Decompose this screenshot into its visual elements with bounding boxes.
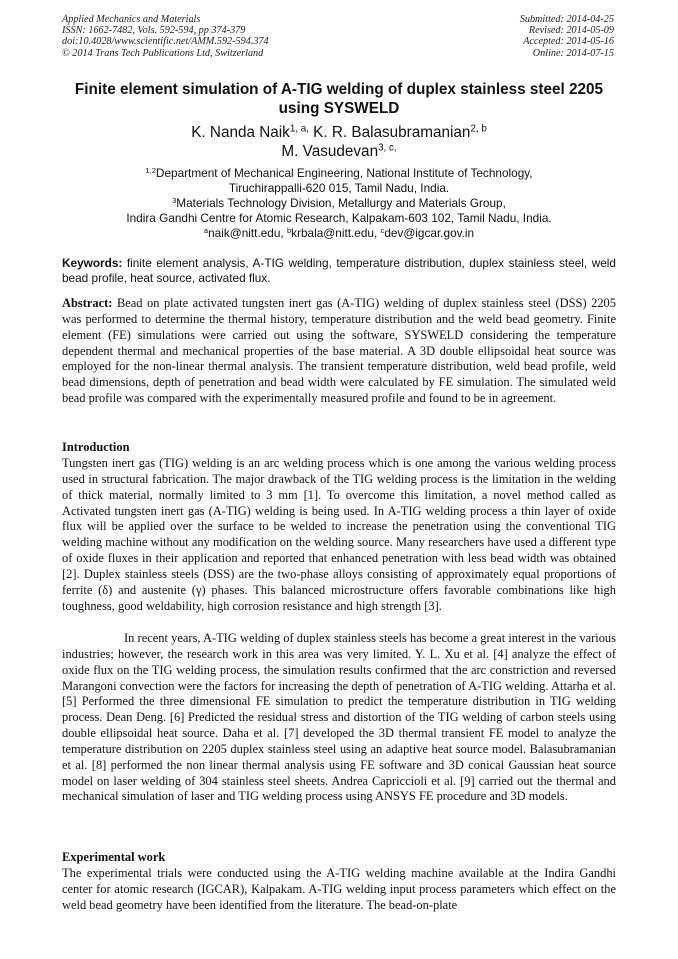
- author-affiliation-mark: 1, a,: [289, 123, 309, 135]
- author-name: K. R. Balasubramanian: [308, 124, 471, 141]
- affiliation-mark: 3: [172, 195, 177, 205]
- affiliation-line: $^{1,2}$Department of Mechanical Engineering, National Institute of Technology,: [145, 165, 533, 180]
- author-name: K. Nanda Naik: [191, 124, 290, 141]
- author-affiliation-mark: 2, b: [470, 123, 487, 135]
- email-link[interactable]: naik@nitt.edu,: [208, 225, 287, 240]
- publication-dates: [520, 14, 614, 59]
- author-line-1: [62, 123, 616, 142]
- author-name: M. Vasudevan: [281, 143, 379, 160]
- affiliation-line: Tiruchirappalli-620 015, Tamil Nadu, India.: [228, 180, 450, 195]
- affiliations: [62, 166, 616, 241]
- author-list: [62, 123, 616, 161]
- author-line-2: [62, 142, 616, 161]
- online-date: Online: 2014-07-15: [532, 47, 614, 59]
- doi-line: doi:10.4028/www.scientific.net/AMM.592-594.374: [62, 36, 269, 48]
- keywords-label: Keywords:: [62, 256, 123, 270]
- author-affiliation-mark: 3, c,: [378, 142, 397, 154]
- affiliation-mark: 1,2: [145, 165, 156, 175]
- issn-line: ISSN: 1662-7482, Vols. 592-594, pp 374-379: [62, 25, 246, 37]
- submitted-date: Submitted: 2014-04-25: [519, 14, 614, 25]
- paragraph: Tungsten inert gas (TIG) welding is an arc welding process which is one among the various welding process used in structural fabrication. The major drawback of the TIG welding process is the limitation in the welding of thick material, normally limited to 3 mm [1]. To overcome this limitation, a novel method called as Activated tungsten inert gas (A-TIG) welding is being used. In A-TIG welding process a thin layer of oxide flux will be applied over the surface to be welded to increase the penetration using the conventional TIG welding machine without any modification on the welding source. Many researchers have used a different type of oxide fluxes in their application and reported that enhanced penetration with less bead width was obtained [2]. Duplex stainless steels (DSS) are the two-phase alloys consisting of approximately equal proportions of ferrite (δ) and austenite (γ) phases. This balanced microstructure offers favorable combinations like high toughness, good weldability, high corrosion resistance and high strength [3].: [62, 456, 616, 613]
- journal-info: [62, 14, 269, 59]
- paragraph: In recent years, A-TIG welding of duplex stainless steels has become a great interest in the various industries; however, the research work in this area was very limited. Y. L. Xu et al. [4] analyze the effect of oxide flux on the TIG welding process, the simulation results confirmed that the arc constriction and reversed Marangoni convection were the factors for increasing the depth of penetration of A-TIG welding. Attarha et al. [5] Performed the three dimensional FE simulation to predict the temperature distribution in TIG welding process. Dean Deng. [6] Predicted the residual stress and distortion of the TIG welding of carbon steels using double ellipsoidal heat source. Daha et al. [7] developed the 3D thermal transient FE model to analyze the temperature distribution on 2205 duplex stainless steel using an adaptive heat source model. Balasubramanian et al. [8] performed the non linear thermal analysis using FE software and 3D conical Gaussian heat source model on laser welding of 304 stainless steel sheets. Andrea Capriccioli et al. [9] carried out the thermal and mechanical simulation of laser and TIG welding process using ANSYS FE procedure and 3D models.: [62, 631, 616, 804]
- abstract: [62, 296, 616, 407]
- copyright-line: © 2014 Trans Tech Publications Ltd, Switzerland: [62, 47, 264, 59]
- revised-date: Revised: 2014-05-09: [528, 25, 614, 37]
- paragraph: The experimental trials were conducted using the A-TIG welding machine available at the Indira Gandhi center for atomic research (IGCAR), Kalpakam. A-TIG welding input process parameters which effect on the weld bead geometry have been identified from the literature. The bead-on-plate: [62, 866, 616, 912]
- email-link[interactable]: dev@igcar.gov.in: [384, 225, 475, 240]
- abstract-label: Abstract:: [62, 296, 113, 310]
- keywords-text: finite element analysis, A-TIG welding, temperature distribution, duplex stainless steel, weld bead profile, heat source, activated flux.: [62, 256, 616, 285]
- accepted-date: Accepted: 2014-05-16: [523, 36, 614, 48]
- affiliation-line: Indira Gandhi Centre for Atomic Research, Kalpakam-603 102, Tamil Nadu, India.: [126, 210, 552, 225]
- paper-title: Finite element simulation of A-TIG welding of duplex stainless steel 2205 using SYSWELD: [74, 81, 604, 117]
- author-emails: $^a$naik@nitt.edu, $^b$krbala@nitt.edu, $^c$dev@igcar.gov.in: [203, 225, 475, 240]
- section-heading-experimental-work: Experimental work: [62, 850, 166, 864]
- keywords: [62, 256, 616, 285]
- abstract-text: Bead on plate activated tungsten inert gas (A-TIG) welding of duplex stainless steel (DSS) 2205 was performed to determine the thermal history, temperature distribution and the weld bead geometry. Finite element (FE) simulations were carried out using the software, SYSWELD considering the temperature dependent thermal and mechanical properties of the base material. A 3D double ellipsoidal heat source was employed for the non-linear thermal analysis. The transient temperature distribution, weld bead profile, weld bead dimensions, depth of penetration and bead width were calculated by FE simulation. The simulated weld bead profile was compared with the experimentally measured profile and found to be in agreement.: [62, 296, 616, 406]
- affiliation-line: $^3$Materials Technology Division, Metallurgy and Materials Group,: [172, 195, 506, 210]
- email-link[interactable]: krbala@nitt.edu,: [291, 225, 381, 240]
- section-heading-introduction: Introduction: [62, 440, 130, 454]
- journal-name: Applied Mechanics and Materials: [62, 14, 201, 25]
